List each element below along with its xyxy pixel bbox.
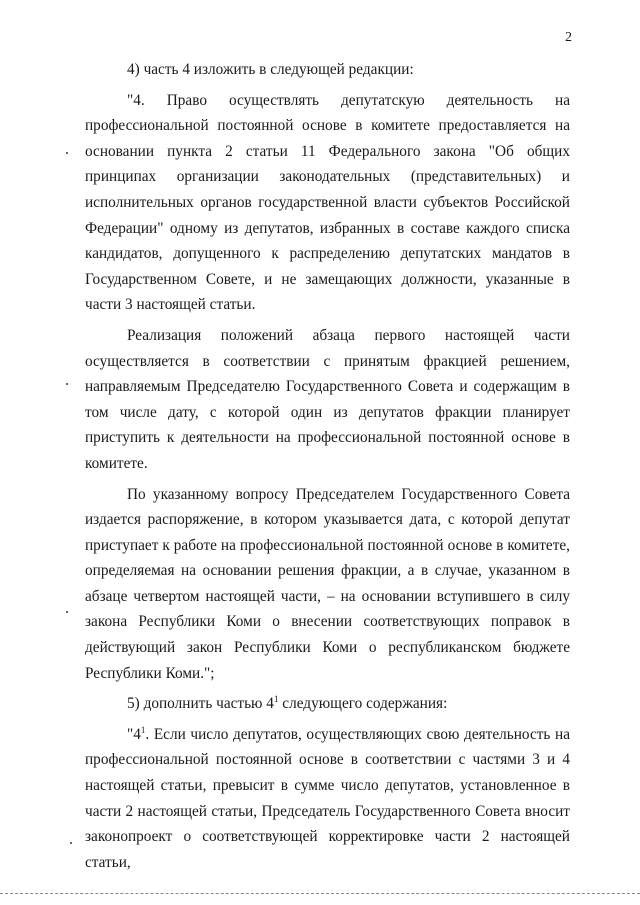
paragraph-part-4-1-after: . Если число депутатов, осуществляющих свою деятельность на профессиональной постоянной основе в соответствии с частями 3 и 4 настоящей статьи, превысит в сумме число депутатов, установленное в части 2 настоящей статьи, Председатель Государственного Совета вносит законопроект о соответствующей корректировке части 2 настоящей статьи, <box>85 725 570 871</box>
paragraph-item-4: 4) часть 4 изложить в следующей редакции: <box>127 61 414 78</box>
paragraph-order: По указанному вопросу Председателем Государственного Совета издается распоряжение, в котором указывается дата, с которой депутат приступает к работе на профессиональной постоянной основе в комитете, определяемая на основании решения фракции, а в случае, указанном в абзаце четвертом настоящей части, – на основании вступившего в силу закона Республики Коми о внесении соответствующих поправок в действующий закон Республики Коми о республиканском бюджете Республики Коми."; <box>85 485 570 682</box>
paragraph-part-4-1-text <box>85 722 570 876</box>
paragraph-item-5-before: 5) дополнить частью 4 <box>127 695 274 713</box>
margin-mark <box>66 152 68 154</box>
page-number: 2 <box>565 30 572 45</box>
superscript-index: 1 <box>273 694 279 705</box>
paragraph-item-5-after: следующего содержания: <box>278 695 448 713</box>
paragraph-part-4-text: "4. Право осуществлять депутатскую деятельность на профессиональной постоянной основе в комитете предоставляется на основании пункта 2 статьи 11 Федерального закона "Об общих принципах организации законодательных (представительных) и исполнительных органов государственной власти субъектов Российской Федерации" одному из депутатов, избранных в составе каждого списка кандидатов, допущенного к распределению депутатских мандатов в Государственном Совете, и не замещающих должности, указанные в части 3 настоящей статьи. <box>85 91 570 314</box>
document-body <box>85 57 570 875</box>
paragraph-implementation: Реализация положений абзаца первого настоящей части осуществляется в соответствии с принятым фракцией решением, направляемым Председателю Государственного Совета и содержащим в том числе дату, с которой один из депутатов фракции планирует приступить к деятельности на профессиональной постоянной основе в комитете. <box>85 326 570 472</box>
paragraph-part-4-1-before: "4 <box>127 725 141 743</box>
paragraph-item-5 <box>85 691 570 717</box>
margin-mark <box>66 383 68 385</box>
superscript-index: 1 <box>140 724 146 735</box>
margin-mark <box>66 611 68 613</box>
margin-mark <box>70 842 72 844</box>
scan-bottom-rule <box>0 893 640 894</box>
